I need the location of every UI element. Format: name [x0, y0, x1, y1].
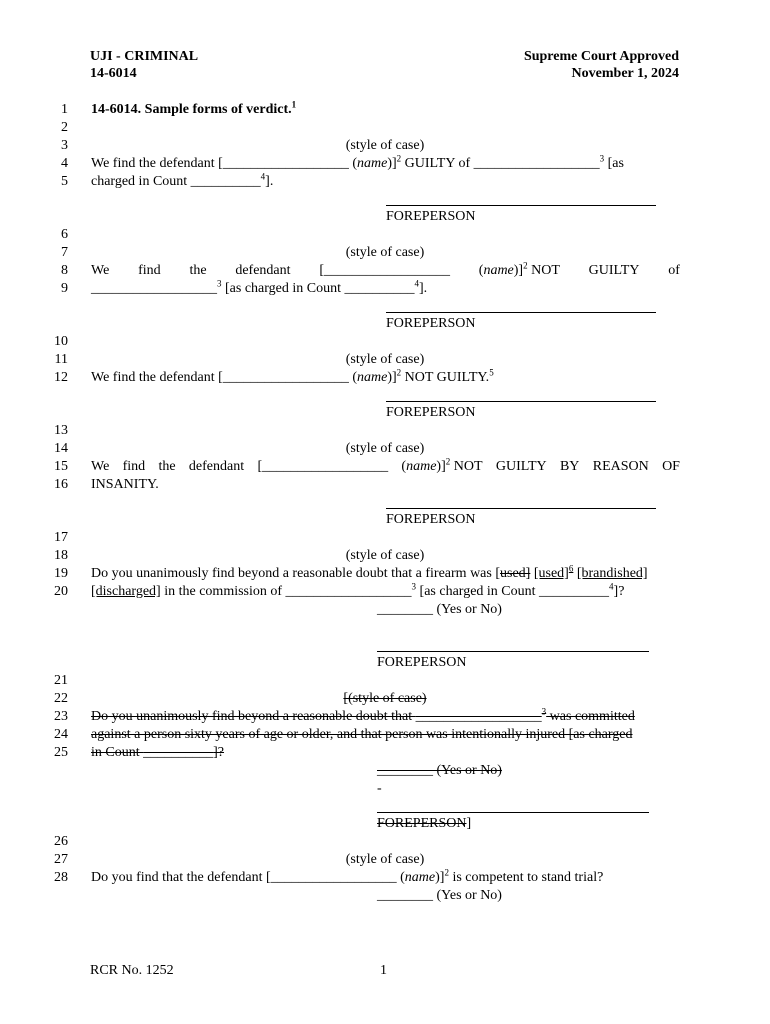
line-number: 28 — [54, 870, 68, 885]
line-number: 17 — [54, 530, 68, 545]
header-date: November 1, 2024 — [571, 66, 679, 81]
verdict-insanity-line1: We find the defendant [__________________ (name)]$^2$ NOT GUILTY BY REASON OF — [91, 456, 680, 474]
line-number: 7 — [61, 245, 68, 260]
footer-rcr: RCR No. 1252 — [90, 963, 174, 978]
page-number: 1 — [380, 963, 387, 978]
signature-line — [377, 812, 649, 813]
firearm-question-line2: [discharged] in the commission of __________________$^3$ [as charged in Count __________$^4$]? — [91, 581, 625, 599]
foreperson-label: FOREPERSON — [386, 209, 476, 224]
line-number: 27 — [54, 852, 68, 867]
yes-no-answer: ________ (Yes or No) — [377, 602, 502, 617]
struck-dash: - — [377, 781, 382, 796]
line-number: 1 — [61, 102, 68, 117]
line-number: 22 — [54, 691, 68, 706]
line-number: 8 — [61, 263, 68, 278]
style-of-case: (style of case) — [345, 441, 425, 456]
style-of-case: (style of case) — [345, 852, 425, 867]
line-number: 5 — [61, 174, 68, 189]
line-number: 18 — [54, 548, 68, 563]
competency-question: Do you find that the defendant [__________________ (name)]$^2$ is competent to stand trial? — [91, 867, 604, 885]
verdict-not-guilty-line2: __________________$^3$ [as charged in Count __________$^4$]. — [91, 278, 428, 296]
line-number: 19 — [54, 566, 68, 581]
signature-line — [377, 651, 649, 652]
line-number: 9 — [61, 281, 68, 296]
line-number: 25 — [54, 745, 68, 760]
line-number: 23 — [54, 709, 68, 724]
signature-line — [386, 508, 656, 509]
line-number: 6 — [61, 227, 68, 242]
line-number: 14 — [54, 441, 68, 456]
line-number: 11 — [54, 352, 68, 367]
line-number: 26 — [54, 834, 68, 849]
line-number: 4 — [61, 156, 68, 171]
header-number: 14-6014 — [90, 66, 137, 81]
style-of-case-struck: [(style of case) — [343, 691, 427, 706]
yes-no-answer: ________ (Yes or No) — [377, 888, 502, 903]
struck-question-line3: in Count __________]? — [91, 745, 225, 760]
line-number: 16 — [54, 477, 68, 492]
foreperson-label: FOREPERSON — [386, 405, 476, 420]
line-number: 15 — [54, 459, 68, 474]
verdict-guilty-line2: charged in Count __________$^4$]. — [91, 171, 274, 189]
firearm-question-line1: Do you unanimously find beyond a reasonable doubt that a firearm was [used] [used]$^6$ [brandished] — [91, 563, 648, 581]
line-number: 10 — [54, 334, 68, 349]
verdict-guilty-line1: We find the defendant [__________________ (name)]$^2$ GUILTY of __________________$^3$ [as — [91, 153, 624, 171]
header-title: UJI - CRIMINAL — [90, 49, 199, 64]
verdict-insanity-line2: INSANITY. — [91, 477, 159, 492]
signature-line — [386, 205, 656, 206]
line-number: 2 — [61, 120, 68, 135]
line-number: 24 — [54, 727, 68, 742]
foreperson-label: FOREPERSON — [377, 655, 467, 670]
page-title: 14-6014. Sample forms of verdict.$^1$ — [91, 99, 297, 117]
foreperson-label: FOREPERSON — [386, 316, 476, 331]
foreperson-label-struck: FOREPERSON] — [377, 816, 472, 831]
verdict-not-guilty-simple: We find the defendant [__________________ (name)]$^2$ NOT GUILTY.$^5$ — [91, 367, 494, 385]
line-number: 13 — [54, 423, 68, 438]
struck-question-line1: Do you unanimously find beyond a reasonable doubt that __________________$^3$ was committed — [91, 706, 635, 724]
verdict-not-guilty-line1: We find the defendant [__________________ (name)]$^2$ NOT GUILTY of — [91, 260, 680, 278]
line-number: 3 — [61, 138, 68, 153]
foreperson-label: FOREPERSON — [386, 512, 476, 527]
signature-line — [386, 312, 656, 313]
line-number: 20 — [54, 584, 68, 599]
line-number: 21 — [54, 673, 68, 688]
header-approval: Supreme Court Approved — [523, 49, 679, 64]
struck-question-line2: against a person sixty years of age or older, and that person was intentionally injured [as charged — [91, 727, 633, 742]
style-of-case: (style of case) — [345, 548, 425, 563]
style-of-case: (style of case) — [345, 245, 425, 260]
line-number: 12 — [54, 370, 68, 385]
signature-line — [386, 401, 656, 402]
style-of-case: (style of case) — [345, 352, 425, 367]
yes-no-answer-struck: ________ (Yes or No) — [377, 763, 502, 778]
style-of-case: (style of case) — [345, 138, 425, 153]
